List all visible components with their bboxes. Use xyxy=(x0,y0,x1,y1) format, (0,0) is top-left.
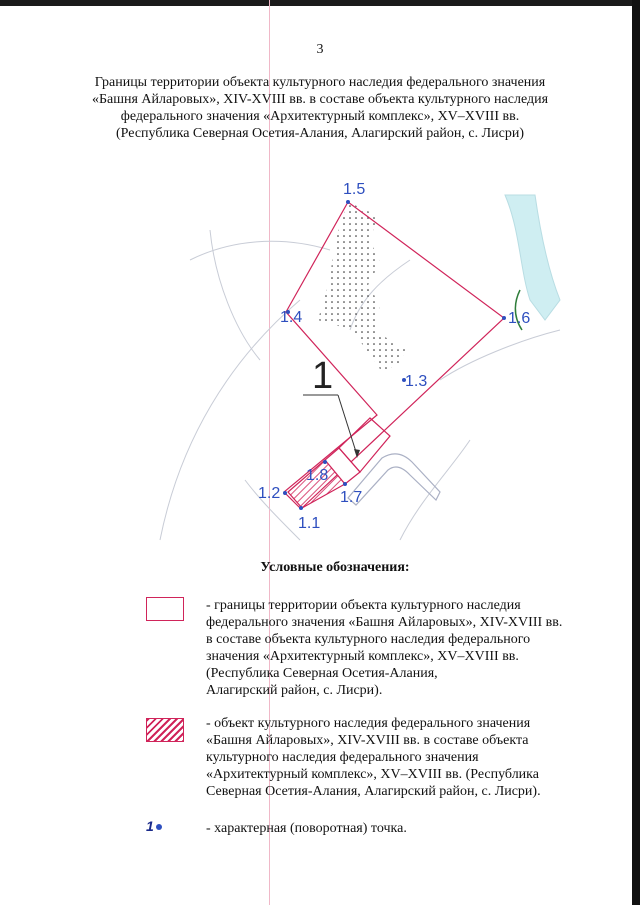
legend-line: (Республика Северная Осетия-Алания, xyxy=(206,666,438,681)
legend-object-symbol xyxy=(146,718,184,742)
title-line: федерального значения «Архитектурный комплекс», XV–XVIII вв. xyxy=(120,109,520,124)
legend-object-text xyxy=(206,715,606,800)
legend-point-text xyxy=(206,820,606,837)
legend-boundary-text xyxy=(206,597,606,699)
point-dot-1.6 xyxy=(502,316,506,320)
title-line: Границы территории объекта культурного наследия федерального значения xyxy=(94,75,546,90)
object-label: 1 xyxy=(312,355,334,397)
point-dot-1.8 xyxy=(323,460,327,464)
point-dot-1.5 xyxy=(346,200,350,204)
title-line: (Республика Северная Осетия-Алания, Алагирский район, с. Лисри) xyxy=(116,126,524,141)
point-dot-icon xyxy=(156,824,162,830)
dotted-area xyxy=(318,202,407,373)
point-label-1.7: 1.7 xyxy=(340,489,363,506)
legend-line: «Архитектурный комплекс», XV–XVIII вв. (Республика xyxy=(206,767,539,782)
legend-point-symbol xyxy=(146,818,162,834)
point-dot-1.2 xyxy=(283,491,287,495)
heritage-object xyxy=(288,418,390,508)
legend-boundary-symbol xyxy=(146,597,184,621)
legend-line: «Башня Айларовых», XIV-XVIII вв. в составе объекта xyxy=(206,733,529,748)
legend-line: - границы территории объекта культурного наследия xyxy=(206,598,521,613)
point-label-1.8: 1.8 xyxy=(306,467,329,484)
legend-line: - характерная (поворотная) точка. xyxy=(206,821,407,836)
legend-line: значения «Архитектурный комплекс», XV–XVIII вв. xyxy=(206,649,519,664)
title-line: «Башня Айларовых», XIV-XVIII вв. в составе объекта культурного наследия xyxy=(91,92,549,107)
point-dot-1.7 xyxy=(343,482,347,486)
point-label-1.5: 1.5 xyxy=(343,181,366,198)
legend-point-number: 1 xyxy=(146,818,154,834)
point-dot-1.1 xyxy=(299,506,303,510)
point-label-1.2: 1.2 xyxy=(258,485,281,502)
legend-line: культурного наследия федерального значения xyxy=(206,750,479,765)
legend-line: - объект культурного наследия федерального значения xyxy=(206,716,531,731)
point-label-1.6: 1.6 xyxy=(508,310,531,327)
point-label-1.1: 1.1 xyxy=(298,515,321,532)
legend-title: Условные обозначения: xyxy=(260,560,410,575)
legend-line: Северная Осетия-Алания, Алагирский район, с. Лисри). xyxy=(206,784,541,799)
legend-line: Алагирский район, с. Лисри). xyxy=(206,683,383,698)
legend-line: федерального значения «Башня Айларовых», XIV-XVIII вв. xyxy=(206,615,563,630)
point-label-1.4: 1.4 xyxy=(280,309,303,326)
legend-line: в составе объекта культурного наследия федерального xyxy=(206,632,531,647)
page-number: 3 xyxy=(316,42,324,57)
river xyxy=(505,195,560,320)
point-label-1.3: 1.3 xyxy=(405,373,428,390)
